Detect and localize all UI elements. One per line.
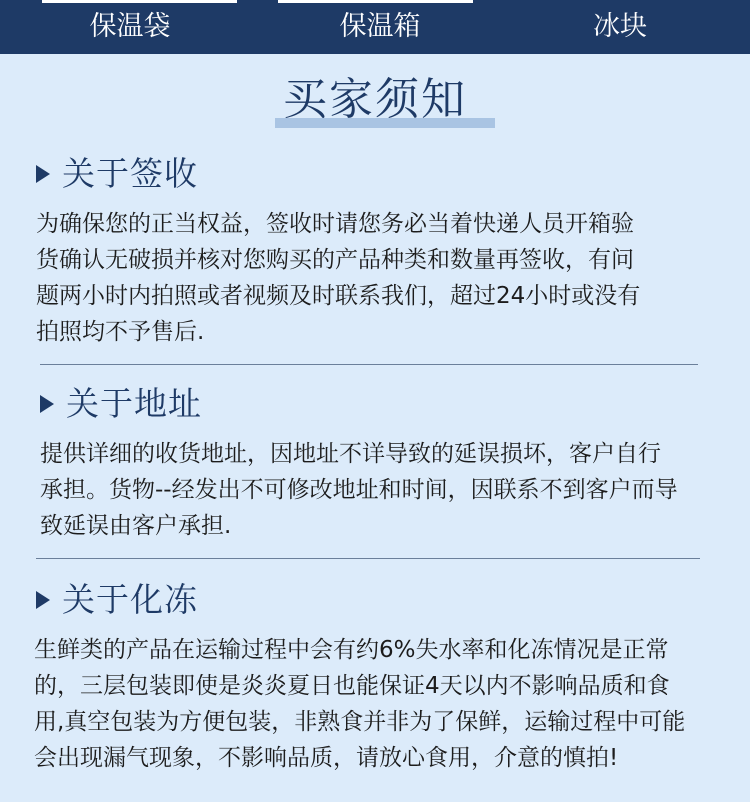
body-line: 承担。货物--经发出不可修改地址和时间，因联系不到客户而导	[40, 477, 678, 503]
section-body-signing	[36, 206, 640, 350]
triangle-bullet-icon	[40, 395, 54, 413]
body-line: 为确保您的正当权益，签收时请您务必当着快递人员开箱验	[36, 211, 634, 237]
body-line: 致延误由客户承担.	[40, 513, 232, 539]
section-header-address	[40, 382, 202, 426]
triangle-bullet-icon	[36, 165, 50, 183]
section-header-thawing	[36, 578, 198, 622]
tab-insulated-bag[interactable]: 保温袋	[89, 11, 171, 42]
tab-insulated-box[interactable]: 保温箱	[339, 11, 421, 42]
tab-ice-pack[interactable]: 冰块	[593, 11, 647, 42]
body-line: 拍照均不予售后.	[36, 319, 205, 345]
triangle-bullet-icon	[36, 591, 50, 609]
section-body-thawing	[34, 632, 685, 776]
section-title: 关于签收	[62, 154, 198, 193]
body-line: 的，三层包装即使是炎炎夏日也能保证4天以内不影响品质和食	[34, 673, 670, 699]
section-divider	[36, 558, 700, 559]
body-line: 生鲜类的产品在运输过程中会有约6%失水率和化冻情况是正常	[34, 637, 669, 663]
section-header-signing	[36, 152, 198, 196]
section-body-address	[40, 436, 678, 544]
body-line: 货确认无破损并核对您购买的产品种类和数量再签收，有问	[36, 247, 634, 273]
section-title: 关于化冻	[62, 580, 198, 619]
section-title: 关于地址	[66, 384, 202, 423]
category-tab-bar	[0, 0, 750, 54]
page-title-block	[0, 70, 750, 130]
body-line: 提供详细的收货地址，因地址不详导致的延误损坏，客户自行	[40, 441, 661, 467]
body-line: 题两小时内拍照或者视频及时联系我们，超过24小时或没有	[36, 283, 641, 309]
section-divider	[40, 364, 698, 365]
body-line: 会出现漏气现象，不影响品质，请放心食用，介意的慎拍!	[34, 745, 619, 771]
body-line: 用,真空包装为方便包装，非熟食并非为了保鲜，运输过程中可能	[34, 709, 686, 735]
page-title: 买家须知	[283, 74, 467, 125]
